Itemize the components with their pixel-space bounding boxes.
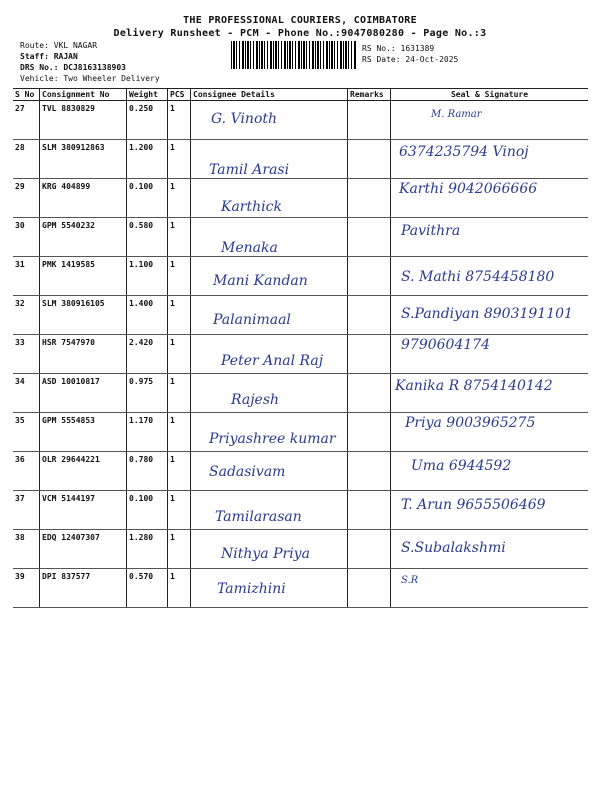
row-sno: 34 xyxy=(13,374,40,413)
row-consignment-no: TVL 8830829 xyxy=(40,101,127,140)
seal-signature-handwriting: 6374235794 Vinoj xyxy=(399,144,529,160)
row-consignment-no: PMK 1419585 xyxy=(40,257,127,296)
rs-no-label: RS No.: 1631389 xyxy=(362,44,435,53)
row-consignee-cell xyxy=(191,569,348,608)
row-sno: 35 xyxy=(13,413,40,452)
row-remarks xyxy=(348,413,391,452)
meta-right xyxy=(362,43,458,65)
row-consignment-no: SLM 380912863 xyxy=(40,140,127,179)
row-remarks xyxy=(348,491,391,530)
consignee-handwriting: Peter Anal Raj xyxy=(221,353,324,369)
row-consignment-no: HSR 7547970 xyxy=(40,335,127,374)
row-consignee-cell xyxy=(191,140,348,179)
consignee-handwriting: Karthick xyxy=(221,199,282,215)
seal-signature-handwriting: Pavithra xyxy=(401,223,461,239)
row-weight: 1.170 xyxy=(127,413,168,452)
consignee-handwriting: Palanimaal xyxy=(213,312,291,328)
table-row xyxy=(13,218,588,257)
drs-label: DRS No.: DCJ8163138903 xyxy=(20,63,126,72)
seal-signature-handwriting: S.Pandiyan 8903191101 xyxy=(401,306,573,322)
row-seal-cell xyxy=(391,335,589,374)
row-seal-cell xyxy=(391,296,589,335)
consignee-handwriting: Sadasivam xyxy=(209,464,286,480)
table-row xyxy=(13,101,588,140)
seal-signature-handwriting: Kanika R 8754140142 xyxy=(395,378,553,394)
table-row xyxy=(13,374,588,413)
col-consignee: Consignee Details xyxy=(191,89,348,101)
row-pcs: 1 xyxy=(168,335,191,374)
row-weight: 0.570 xyxy=(127,569,168,608)
row-consignee-cell xyxy=(191,413,348,452)
row-sno: 29 xyxy=(13,179,40,218)
seal-signature-handwriting: Priya 9003965275 xyxy=(405,415,536,431)
row-seal-cell xyxy=(391,140,589,179)
consignee-handwriting: Menaka xyxy=(221,240,278,256)
meta-left xyxy=(20,40,160,84)
staff-label: Staff: RAJAN xyxy=(20,52,78,61)
company-title: THE PROFESSIONAL COURIERS, COIMBATORE xyxy=(183,15,417,26)
row-consignment-no: ASD 10010817 xyxy=(40,374,127,413)
row-pcs: 1 xyxy=(168,569,191,608)
row-pcs: 1 xyxy=(168,296,191,335)
table-row xyxy=(13,179,588,218)
row-sno: 32 xyxy=(13,296,40,335)
row-remarks xyxy=(348,179,391,218)
row-consignee-cell xyxy=(191,179,348,218)
row-seal-cell xyxy=(391,530,589,569)
row-seal-cell xyxy=(391,452,589,491)
row-weight: 0.580 xyxy=(127,218,168,257)
table-row xyxy=(13,140,588,179)
row-consignee-cell xyxy=(191,257,348,296)
row-weight: 0.975 xyxy=(127,374,168,413)
row-pcs: 1 xyxy=(168,179,191,218)
row-pcs: 1 xyxy=(168,140,191,179)
row-remarks xyxy=(348,257,391,296)
row-seal-cell xyxy=(391,413,589,452)
consignee-handwriting: Priyashree kumar xyxy=(209,431,336,447)
row-weight: 1.200 xyxy=(127,140,168,179)
consignee-handwriting: Tamilarasan xyxy=(215,509,302,525)
row-remarks xyxy=(348,374,391,413)
table-row xyxy=(13,413,588,452)
consignee-handwriting: G. Vinoth xyxy=(211,111,278,127)
row-consignee-cell xyxy=(191,491,348,530)
row-pcs: 1 xyxy=(168,101,191,140)
row-weight: 0.100 xyxy=(127,491,168,530)
row-pcs: 1 xyxy=(168,530,191,569)
row-consignee-cell xyxy=(191,335,348,374)
table-row xyxy=(13,257,588,296)
route-label: Route: VKL NAGAR xyxy=(20,41,98,50)
seal-signature-handwriting: S. Mathi 8754458180 xyxy=(401,269,555,285)
row-seal-cell xyxy=(391,569,589,608)
consignee-handwriting: Nithya Priya xyxy=(221,546,310,562)
consignee-handwriting: Tamizhini xyxy=(217,581,286,597)
row-sno: 31 xyxy=(13,257,40,296)
table-row xyxy=(13,452,588,491)
consignee-handwriting: Rajesh xyxy=(231,392,280,408)
consignee-handwriting: Tamil Arasi xyxy=(209,162,290,178)
row-consignment-no: EDQ 12407307 xyxy=(40,530,127,569)
row-remarks xyxy=(348,335,391,374)
row-seal-cell xyxy=(391,101,589,140)
seal-signature-handwriting: 9790604174 xyxy=(401,337,491,353)
col-consignment: Consignment No xyxy=(40,89,127,101)
row-remarks xyxy=(348,530,391,569)
row-pcs: 1 xyxy=(168,413,191,452)
seal-signature-handwriting: Uma 6944592 xyxy=(411,458,512,474)
row-weight: 0.780 xyxy=(127,452,168,491)
row-weight: 0.100 xyxy=(127,179,168,218)
row-consignee-cell xyxy=(191,530,348,569)
row-consignee-cell xyxy=(191,452,348,491)
row-seal-cell xyxy=(391,257,589,296)
row-weight: 1.400 xyxy=(127,296,168,335)
row-seal-cell xyxy=(391,491,589,530)
row-weight: 1.100 xyxy=(127,257,168,296)
row-sno: 38 xyxy=(13,530,40,569)
row-remarks xyxy=(348,140,391,179)
row-consignee-cell xyxy=(191,296,348,335)
row-consignee-cell xyxy=(191,218,348,257)
table-row xyxy=(13,296,588,335)
row-sno: 28 xyxy=(13,140,40,179)
row-sno: 36 xyxy=(13,452,40,491)
consignee-handwriting: Mani Kandan xyxy=(213,273,308,289)
sheet-title: Delivery Runsheet - PCM - Phone No.:9047080280 - Page No.:3 xyxy=(113,28,487,39)
row-consignment-no: SLM 380916105 xyxy=(40,296,127,335)
barcode-image xyxy=(231,41,357,69)
row-consignment-no: OLR 29644221 xyxy=(40,452,127,491)
row-pcs: 1 xyxy=(168,452,191,491)
row-consignee-cell xyxy=(191,374,348,413)
rs-date-label: RS Date: 24-Oct-2025 xyxy=(362,55,459,64)
row-pcs: 1 xyxy=(168,218,191,257)
row-consignment-no: KRG 404899 xyxy=(40,179,127,218)
row-remarks xyxy=(348,569,391,608)
table-row xyxy=(13,491,588,530)
vehicle-label: Vehicle: Two Wheeler Delivery xyxy=(20,74,160,83)
row-consignment-no: DPI 837577 xyxy=(40,569,127,608)
row-remarks xyxy=(348,452,391,491)
seal-signature-handwriting: S.Subalakshmi xyxy=(401,540,506,556)
table-row xyxy=(13,569,588,608)
row-pcs: 1 xyxy=(168,257,191,296)
table-row xyxy=(13,530,588,569)
row-sno: 27 xyxy=(13,101,40,140)
col-weight: Weight xyxy=(127,89,168,101)
row-sno: 33 xyxy=(13,335,40,374)
col-remarks: Remarks xyxy=(348,89,391,101)
row-sno: 30 xyxy=(13,218,40,257)
seal-signature-handwriting: T. Arun 9655506469 xyxy=(401,497,546,513)
seal-signature-handwriting: Karthi 9042066666 xyxy=(399,181,538,197)
row-sno: 37 xyxy=(13,491,40,530)
row-consignee-cell xyxy=(191,101,348,140)
col-sno: S No xyxy=(13,89,40,101)
row-seal-cell xyxy=(391,179,589,218)
row-remarks xyxy=(348,296,391,335)
row-remarks xyxy=(348,101,391,140)
row-pcs: 1 xyxy=(168,374,191,413)
table-header-row xyxy=(13,89,588,101)
row-weight: 0.250 xyxy=(127,101,168,140)
seal-signature-handwriting: M. Ramar xyxy=(431,109,482,120)
row-weight: 2.420 xyxy=(127,335,168,374)
row-sno: 39 xyxy=(13,569,40,608)
table-row xyxy=(13,335,588,374)
col-seal: Seal & Signature xyxy=(391,89,589,101)
row-consignment-no: GPM 5554853 xyxy=(40,413,127,452)
col-pcs: PCS xyxy=(168,89,191,101)
seal-signature-handwriting: S.R xyxy=(401,575,419,586)
row-consignment-no: GPM 5540232 xyxy=(40,218,127,257)
runsheet-table xyxy=(13,88,588,608)
row-seal-cell xyxy=(391,374,589,413)
row-seal-cell xyxy=(391,218,589,257)
row-remarks xyxy=(348,218,391,257)
row-consignment-no: VCM 5144197 xyxy=(40,491,127,530)
row-pcs: 1 xyxy=(168,491,191,530)
row-weight: 1.280 xyxy=(127,530,168,569)
